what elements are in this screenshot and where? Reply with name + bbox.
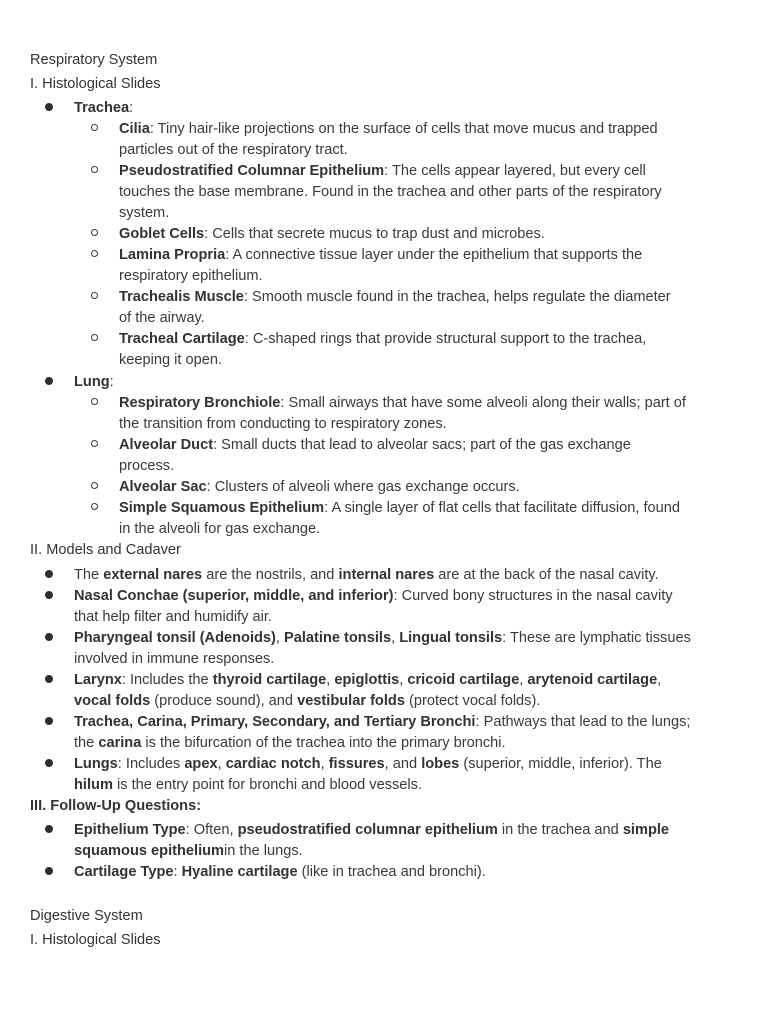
sub-bullet	[91, 440, 98, 447]
sub-bullet	[91, 482, 98, 489]
text-run: : Often,	[185, 822, 238, 838]
sub-item-continuation: the transition from conducting to respiratory zones.	[119, 416, 447, 432]
text-run: (like in trachea and bronchi).	[297, 864, 486, 880]
term-simple-squamous: Simple Squamous Epithelium	[119, 500, 325, 516]
text-run: (superior, middle, inferior). The	[459, 756, 662, 772]
document-title: Respiratory System	[30, 52, 158, 68]
definition-text: : Smooth muscle found in the trachea, helps regulate the diameter	[243, 289, 671, 305]
bullet-dot	[45, 759, 53, 767]
sub-item-respiratory-bronchiole	[119, 393, 686, 414]
text-run: (produce sound), and	[150, 693, 298, 709]
bold-term: internal nares	[338, 567, 435, 583]
bullet-dot	[45, 675, 53, 683]
bold-term: pseudostratified columnar epithelium	[237, 822, 498, 838]
list-item-lung	[74, 372, 114, 393]
sub-item-continuation: of the airway.	[119, 310, 205, 326]
bullet-dot	[45, 103, 53, 111]
bold-term: arytenoid cartilage	[527, 672, 658, 688]
rich-line	[74, 775, 422, 796]
document-title-digestive: Digestive System	[30, 908, 143, 924]
text-run: ,	[320, 756, 329, 772]
bullet-dot	[45, 633, 53, 641]
rich-line	[74, 733, 506, 754]
text-run: : Includes	[117, 756, 185, 772]
sub-item-continuation: particles out of the respiratory tract.	[119, 142, 348, 158]
text-run: in the trachea and	[497, 822, 623, 838]
text-run: the	[74, 735, 99, 751]
bold-term: simple	[622, 822, 670, 838]
text-run: :	[173, 864, 182, 880]
lung-colon: :	[109, 374, 114, 390]
definition-text: : Small ducts that lead to alveolar sacs; part of the gas exchange	[213, 437, 631, 453]
term-trachealis-muscle: Trachealis Muscle	[119, 289, 244, 305]
sub-item-cilia	[119, 119, 658, 140]
section-heading-histological-slides: I. Histological Slides	[30, 76, 161, 92]
term-alveolar-duct: Alveolar Duct	[119, 437, 214, 453]
text-run: : Curved bony structures in the nasal cavity	[393, 588, 673, 604]
bold-term: Nasal Conchae (superior, middle, and inferior)	[74, 588, 394, 604]
sub-bullet	[91, 398, 98, 405]
list-item-trachea	[74, 98, 133, 119]
bold-term: apex	[184, 756, 218, 772]
bold-term: epiglottis	[334, 672, 400, 688]
rich-line	[74, 712, 690, 733]
sub-bullet	[91, 503, 98, 510]
text-run: are at the back of the nasal cavity.	[434, 567, 659, 583]
bold-term: carina	[98, 735, 142, 751]
text-run: ,	[657, 672, 662, 688]
text-run: , and	[384, 756, 422, 772]
bold-term: Lungs	[74, 756, 118, 772]
text-run: ,	[399, 672, 408, 688]
term-pseudostratified: Pseudostratified Columnar Epithelium	[119, 163, 385, 179]
sub-item-continuation: touches the base membrane. Found in the trachea and other parts of the respiratory	[119, 184, 662, 200]
sub-item-goblet-cells	[119, 224, 545, 245]
rich-line	[74, 565, 659, 586]
text-run: is the entry point for bronchi and blood vessels.	[112, 777, 422, 793]
section-heading-histological-slides-2: I. Histological Slides	[30, 932, 161, 948]
rich-line	[74, 649, 274, 670]
sub-item-continuation: system.	[119, 205, 170, 221]
definition-text: : The cells appear layered, but every cell	[384, 163, 646, 179]
text-run: in the lungs.	[224, 843, 303, 859]
bold-term: Trachea, Carina, Primary, Secondary, and Tertiary Bronchi	[74, 714, 476, 730]
bold-term: Palatine tonsils	[284, 630, 392, 646]
sub-item-pseudostratified	[119, 161, 646, 182]
bullet-dot	[45, 591, 53, 599]
trachea-colon: :	[129, 100, 134, 116]
text-run: are the nostrils, and	[202, 567, 339, 583]
sub-item-lamina-propria	[119, 245, 642, 266]
text-run: (protect vocal folds).	[404, 693, 541, 709]
bold-term: Epithelium Type	[74, 822, 186, 838]
rich-line	[74, 628, 691, 649]
bold-term: Hyaline cartilage	[181, 864, 298, 880]
bold-term: lobes	[421, 756, 460, 772]
sub-item-continuation: keeping it open.	[119, 352, 223, 368]
definition-text: : Small airways that have some alveoli along their walls; part of	[280, 395, 686, 411]
rich-line	[74, 841, 303, 862]
bold-term: vestibular folds	[297, 693, 405, 709]
sub-bullet	[91, 166, 98, 173]
sub-item-trachealis-muscle	[119, 287, 671, 308]
bold-term: Lingual tonsils	[399, 630, 503, 646]
term-respiratory-bronchiole: Respiratory Bronchiole	[119, 395, 281, 411]
bullet-dot	[45, 570, 53, 578]
bold-term: fissures	[328, 756, 385, 772]
rich-line	[74, 754, 662, 775]
bold-term: cardiac notch	[225, 756, 321, 772]
bold-term: cricoid cartilage	[407, 672, 520, 688]
rich-line	[74, 607, 272, 628]
sub-item-simple-squamous	[119, 498, 680, 519]
text-run: : Includes the	[121, 672, 213, 688]
text-run: ,	[519, 672, 528, 688]
rich-line	[74, 586, 673, 607]
text-run: involved in immune responses.	[74, 651, 275, 667]
sub-bullet	[91, 334, 98, 341]
sub-item-alveolar-sac	[119, 477, 520, 498]
definition-text: : C-shaped rings that provide structural support to the trachea,	[244, 331, 647, 347]
rich-line	[74, 820, 669, 841]
text-run: The	[74, 567, 104, 583]
bullet-dot	[45, 825, 53, 833]
bullet-dot	[45, 867, 53, 875]
bullet-dot	[45, 377, 53, 385]
bold-term: external nares	[103, 567, 203, 583]
term-goblet-cells: Goblet Cells	[119, 226, 205, 242]
sub-item-continuation: respiratory epithelium.	[119, 268, 263, 284]
rich-line	[74, 670, 661, 691]
text-run: : Pathways that lead to the lungs;	[475, 714, 691, 730]
text-run: ,	[391, 630, 400, 646]
bold-term: thyroid cartilage	[212, 672, 327, 688]
bold-term: Cartilage Type	[74, 864, 174, 880]
sub-item-alveolar-duct	[119, 435, 631, 456]
sub-bullet	[91, 250, 98, 257]
bold-term: vocal folds	[74, 693, 151, 709]
definition-text: : A single layer of flat cells that facilitate diffusion, found	[324, 500, 681, 516]
text-run: that help filter and humidify air.	[74, 609, 272, 625]
term-cilia: Cilia	[119, 121, 150, 137]
bold-term: Larynx	[74, 672, 122, 688]
sub-item-continuation: process.	[119, 458, 175, 474]
text-run: : These are lymphatic tissues	[502, 630, 691, 646]
definition-text: : A connective tissue layer under the epithelium that supports the	[225, 247, 643, 263]
sub-bullet	[91, 124, 98, 131]
rich-line	[74, 691, 540, 712]
text-run: ,	[217, 756, 226, 772]
bold-term: hilum	[74, 777, 113, 793]
sub-item-tracheal-cartilage	[119, 329, 646, 350]
sub-bullet	[91, 292, 98, 299]
definition-text: : Clusters of alveoli where gas exchange occurs.	[206, 479, 520, 495]
bullet-dot	[45, 717, 53, 725]
definition-text: : Cells that secrete mucus to trap dust and microbes.	[204, 226, 545, 242]
bold-term: squamous epithelium	[74, 843, 225, 859]
section-heading-models-cadaver: II. Models and Cadaver	[30, 542, 181, 558]
lung-label: Lung	[74, 374, 110, 390]
term-lamina-propria: Lamina Propria	[119, 247, 226, 263]
bold-term: Pharyngeal tonsil (Adenoids)	[74, 630, 276, 646]
sub-bullet	[91, 229, 98, 236]
text-run: ,	[326, 672, 335, 688]
text-run: ,	[275, 630, 285, 646]
section-heading-follow-up: III. Follow-Up Questions:	[30, 798, 202, 814]
sub-item-continuation: in the alveoli for gas exchange.	[119, 521, 321, 537]
trachea-label: Trachea	[74, 100, 130, 116]
term-tracheal-cartilage: Tracheal Cartilage	[119, 331, 245, 347]
text-run: is the bifurcation of the trachea into the primary bronchi.	[141, 735, 506, 751]
definition-text: : Tiny hair-like projections on the surface of cells that move mucus and trapped	[149, 121, 658, 137]
rich-line	[74, 862, 486, 883]
term-alveolar-sac: Alveolar Sac	[119, 479, 207, 495]
